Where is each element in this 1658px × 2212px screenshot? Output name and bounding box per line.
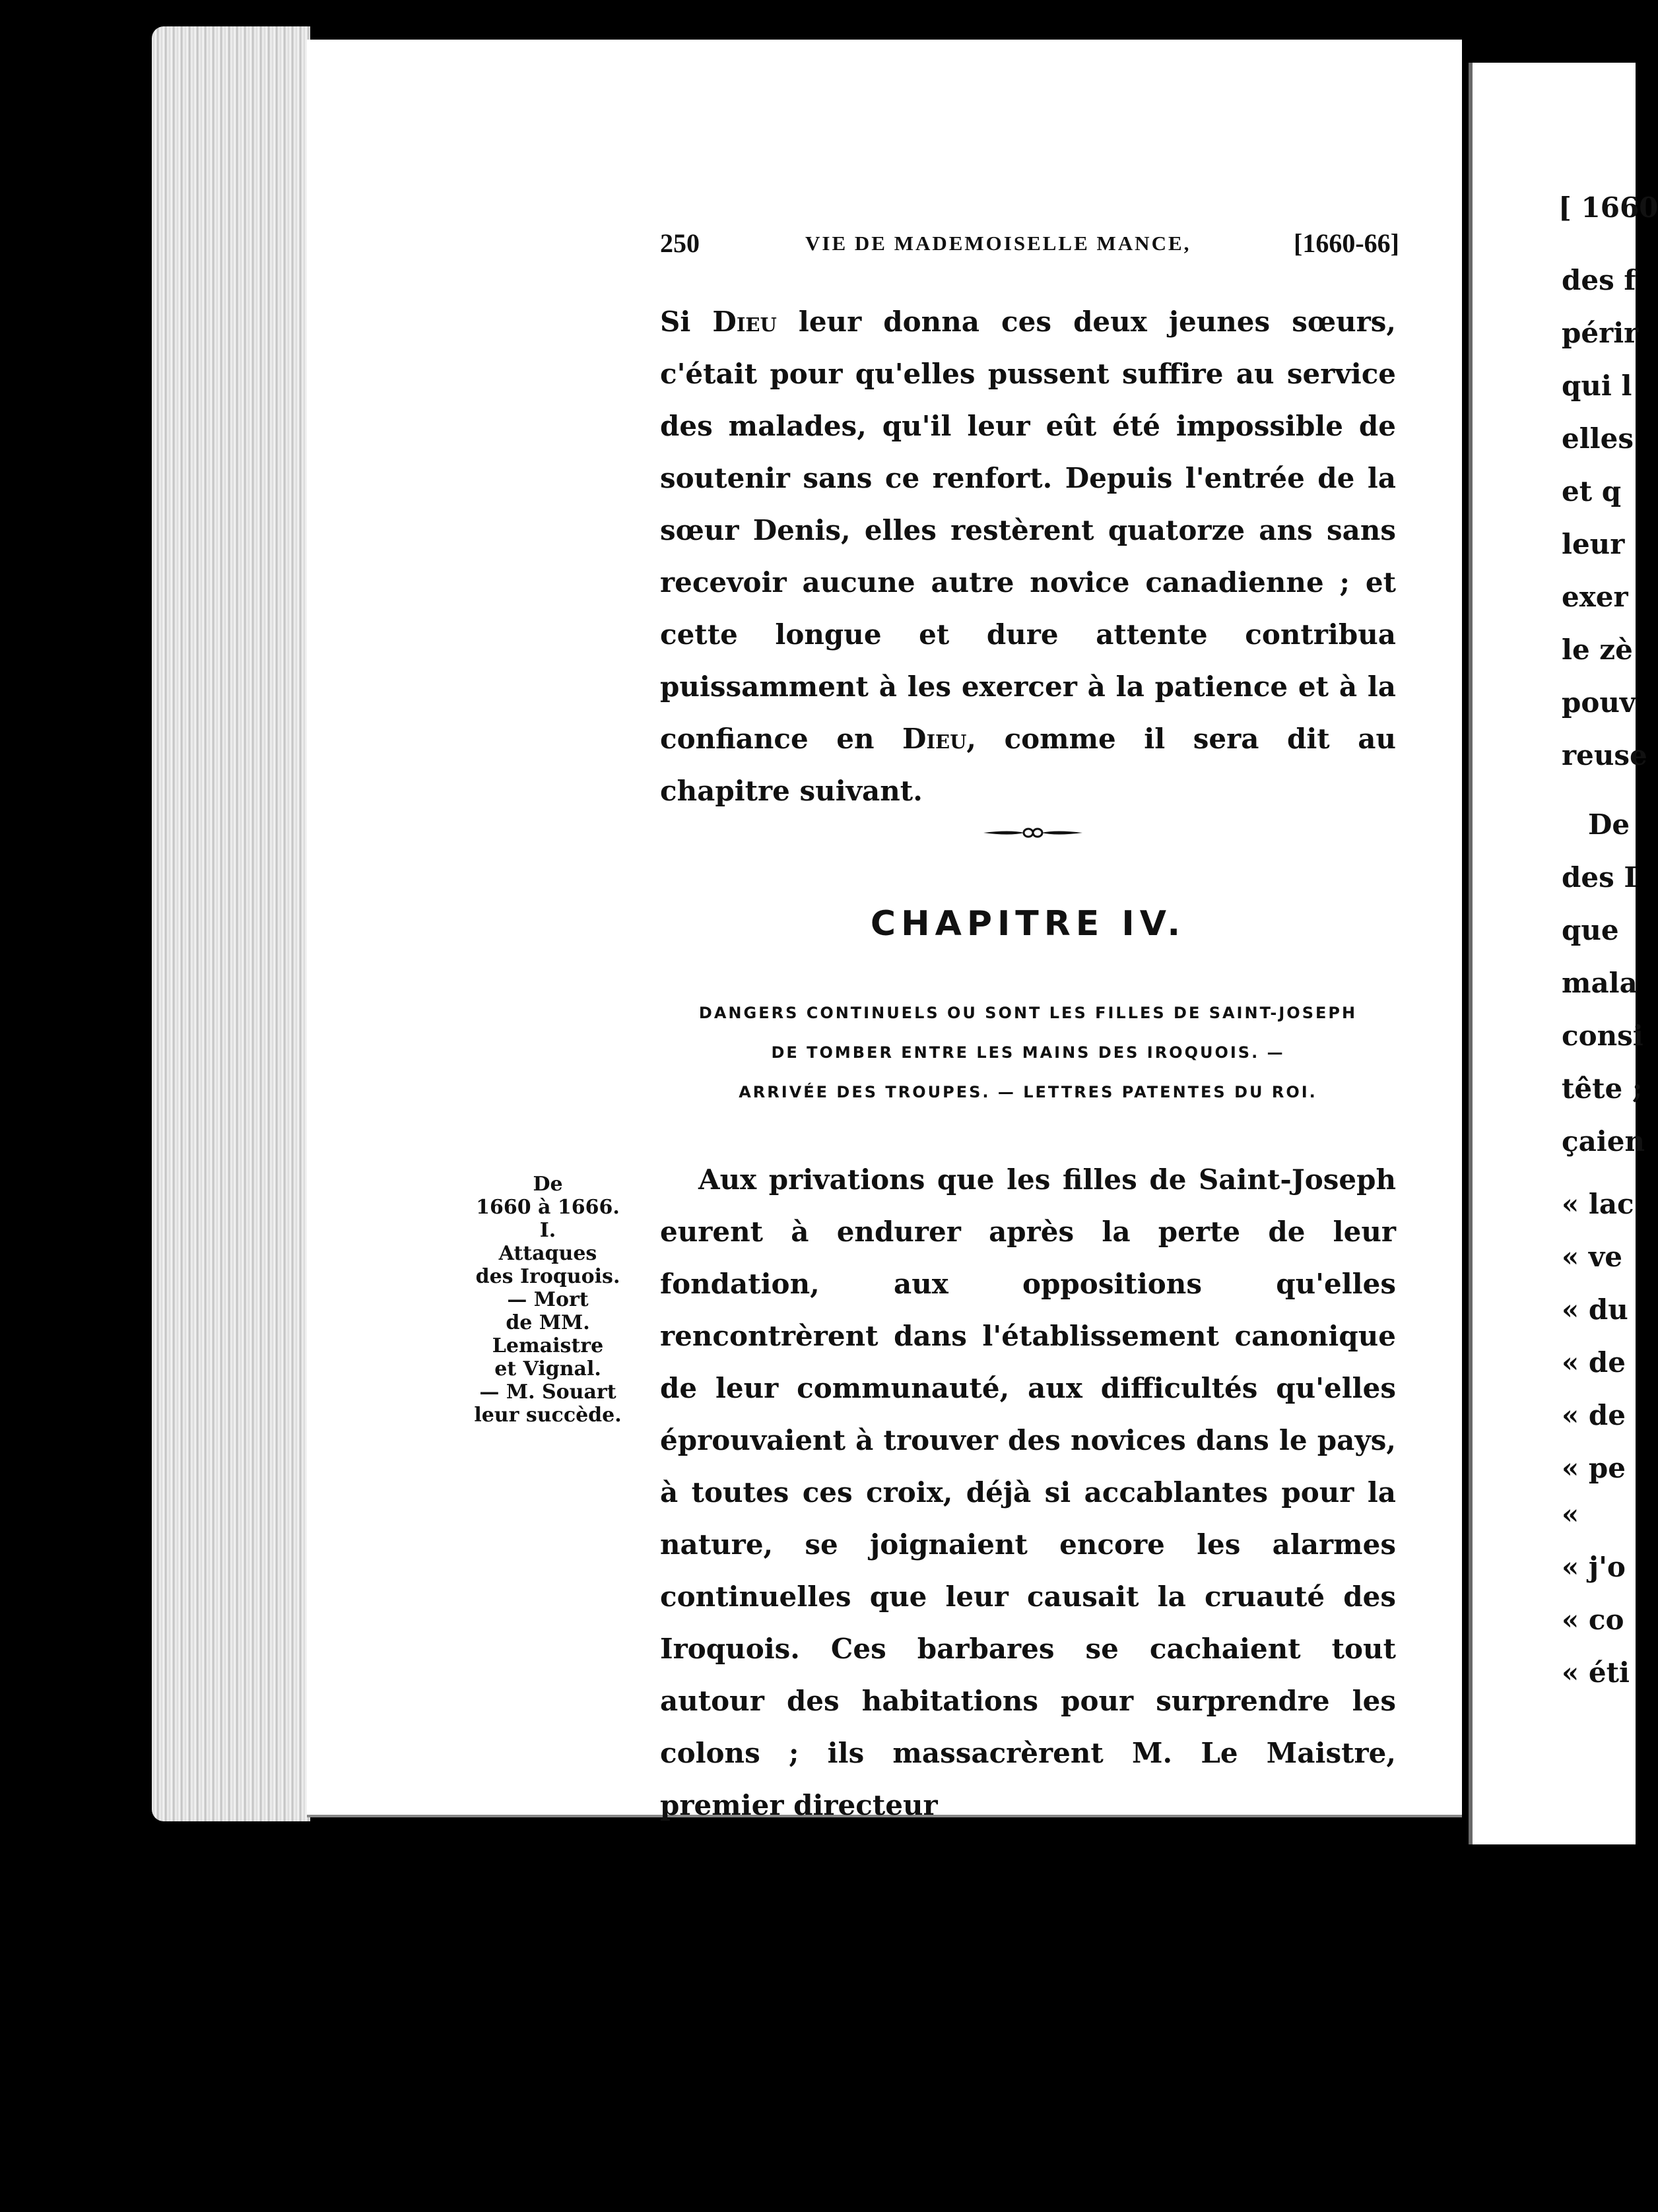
margin-note-line: de MM. bbox=[506, 1311, 590, 1334]
margin-note bbox=[462, 1173, 634, 1427]
right-page-line: « de bbox=[1562, 1399, 1626, 1431]
summary-line: DANGERS CONTINUELS OU SONT LES FILLES DE SAINT-JOSEPH bbox=[698, 1004, 1358, 1022]
margin-note-line: Attaques bbox=[498, 1242, 597, 1265]
right-page-line: des f bbox=[1562, 264, 1636, 296]
right-page-line: périr bbox=[1562, 317, 1639, 349]
right-page-line: « j'o bbox=[1562, 1551, 1626, 1583]
right-page-line: « co bbox=[1562, 1604, 1624, 1636]
chapter-summary bbox=[660, 993, 1396, 1112]
right-page-line: consi bbox=[1562, 1020, 1643, 1052]
right-page-line: « ve bbox=[1562, 1241, 1622, 1273]
lead-word: Si bbox=[660, 306, 691, 338]
margin-note-line: I. bbox=[539, 1219, 556, 1242]
margin-note-line: — M. Souart bbox=[479, 1381, 616, 1404]
right-page-line: De bbox=[1588, 808, 1630, 841]
right-page-fragment bbox=[1469, 63, 1658, 1844]
margin-note-line: Lemaistre bbox=[492, 1334, 604, 1357]
right-page-line: tête ; bbox=[1562, 1072, 1643, 1105]
summary-line: ARRIVÉE DES TROUPES. — LETTRES PATENTES DU ROI. bbox=[739, 1083, 1317, 1101]
chapter-paragraph: Aux privations que les filles de Saint-Joseph eurent à endurer après la perte de leur fondation, aux oppositions qu'elles rencontrèrent dans l'établissement canonique de leur communauté, aux difficultés qu'elles éprouvaient à trouver des novices dans le pays, à toutes ces croix, déjà si accablantes pour la nature, se joignaient encore les alarmes continuelles que leur causait la cruauté des Iroquois. Ces barbares se cachaient tout autour des habitations pour surprendre les colons ; ils massacrèrent M. Le Maistre, premier directeur bbox=[660, 1163, 1396, 1821]
header-years: [1660-66] bbox=[1294, 228, 1399, 258]
right-page-line: elles bbox=[1562, 422, 1634, 455]
right-page-line: pouv bbox=[1562, 686, 1636, 719]
page-number: 250 bbox=[660, 228, 700, 258]
right-page-line: qui l bbox=[1562, 370, 1632, 402]
right-page-line: « bbox=[1562, 1498, 1579, 1530]
running-header bbox=[660, 228, 1399, 267]
right-page-line: leur bbox=[1562, 528, 1625, 560]
right-page-line: « de bbox=[1562, 1346, 1626, 1379]
right-page-line: que bbox=[1562, 914, 1619, 946]
margin-note-line: des Iroquois. bbox=[475, 1265, 620, 1288]
running-title: VIE DE MADEMOISELLE MANCE, bbox=[805, 232, 1191, 255]
right-page-line: le zè bbox=[1562, 634, 1633, 666]
paragraph-text-1: leur donna ces deux jeunes sœurs, c'était pour qu'elles pussent suffire au service des malades, qu'il leur eût été impossible de soutenir sans ce renfort. Depuis l'entrée de la sœur Denis, elles restèrent quatorze ans sans recevoir aucune autre novice canadienne ; et cette longue et dure attente contribua puissamment à les exercer à la patience et à la confiance en bbox=[660, 306, 1397, 755]
margin-note-line: leur succède. bbox=[474, 1404, 622, 1427]
chapter-title: CHAPITRE IV. bbox=[870, 904, 1186, 944]
book-page-edges bbox=[152, 26, 310, 1821]
margin-note-line: — Mort bbox=[507, 1288, 589, 1311]
summary-line: DE TOMBER ENTRE LES MAINS DES IROQUOIS. — bbox=[771, 1043, 1285, 1062]
right-page-line: çaien bbox=[1562, 1125, 1645, 1157]
right-page-line: [ 1660 bbox=[1558, 191, 1658, 224]
right-page-line: des I bbox=[1562, 861, 1638, 894]
margin-note-line: De bbox=[533, 1173, 563, 1196]
right-page-line: « pe bbox=[1562, 1452, 1626, 1484]
right-page-line: « éti bbox=[1562, 1656, 1630, 1689]
right-page-line: « lac bbox=[1562, 1188, 1634, 1220]
paragraph-text-2: , comme il sera dit au chapitre suivant. bbox=[660, 723, 1396, 807]
margin-note-line: 1660 à 1666. bbox=[476, 1196, 620, 1219]
right-page-line: exer bbox=[1562, 581, 1628, 613]
paragraph-continued bbox=[660, 296, 1396, 817]
margin-note-line: et Vignal. bbox=[494, 1357, 601, 1381]
right-page-line: reuse bbox=[1562, 739, 1647, 771]
section-ornament bbox=[983, 823, 1082, 843]
right-page-line: « du bbox=[1562, 1293, 1628, 1326]
right-page-line: mala bbox=[1562, 967, 1638, 999]
small-caps-dieu-2: Dieu bbox=[902, 723, 967, 755]
small-caps-dieu: Dieu bbox=[712, 306, 777, 338]
right-page-line: et q bbox=[1562, 475, 1622, 507]
